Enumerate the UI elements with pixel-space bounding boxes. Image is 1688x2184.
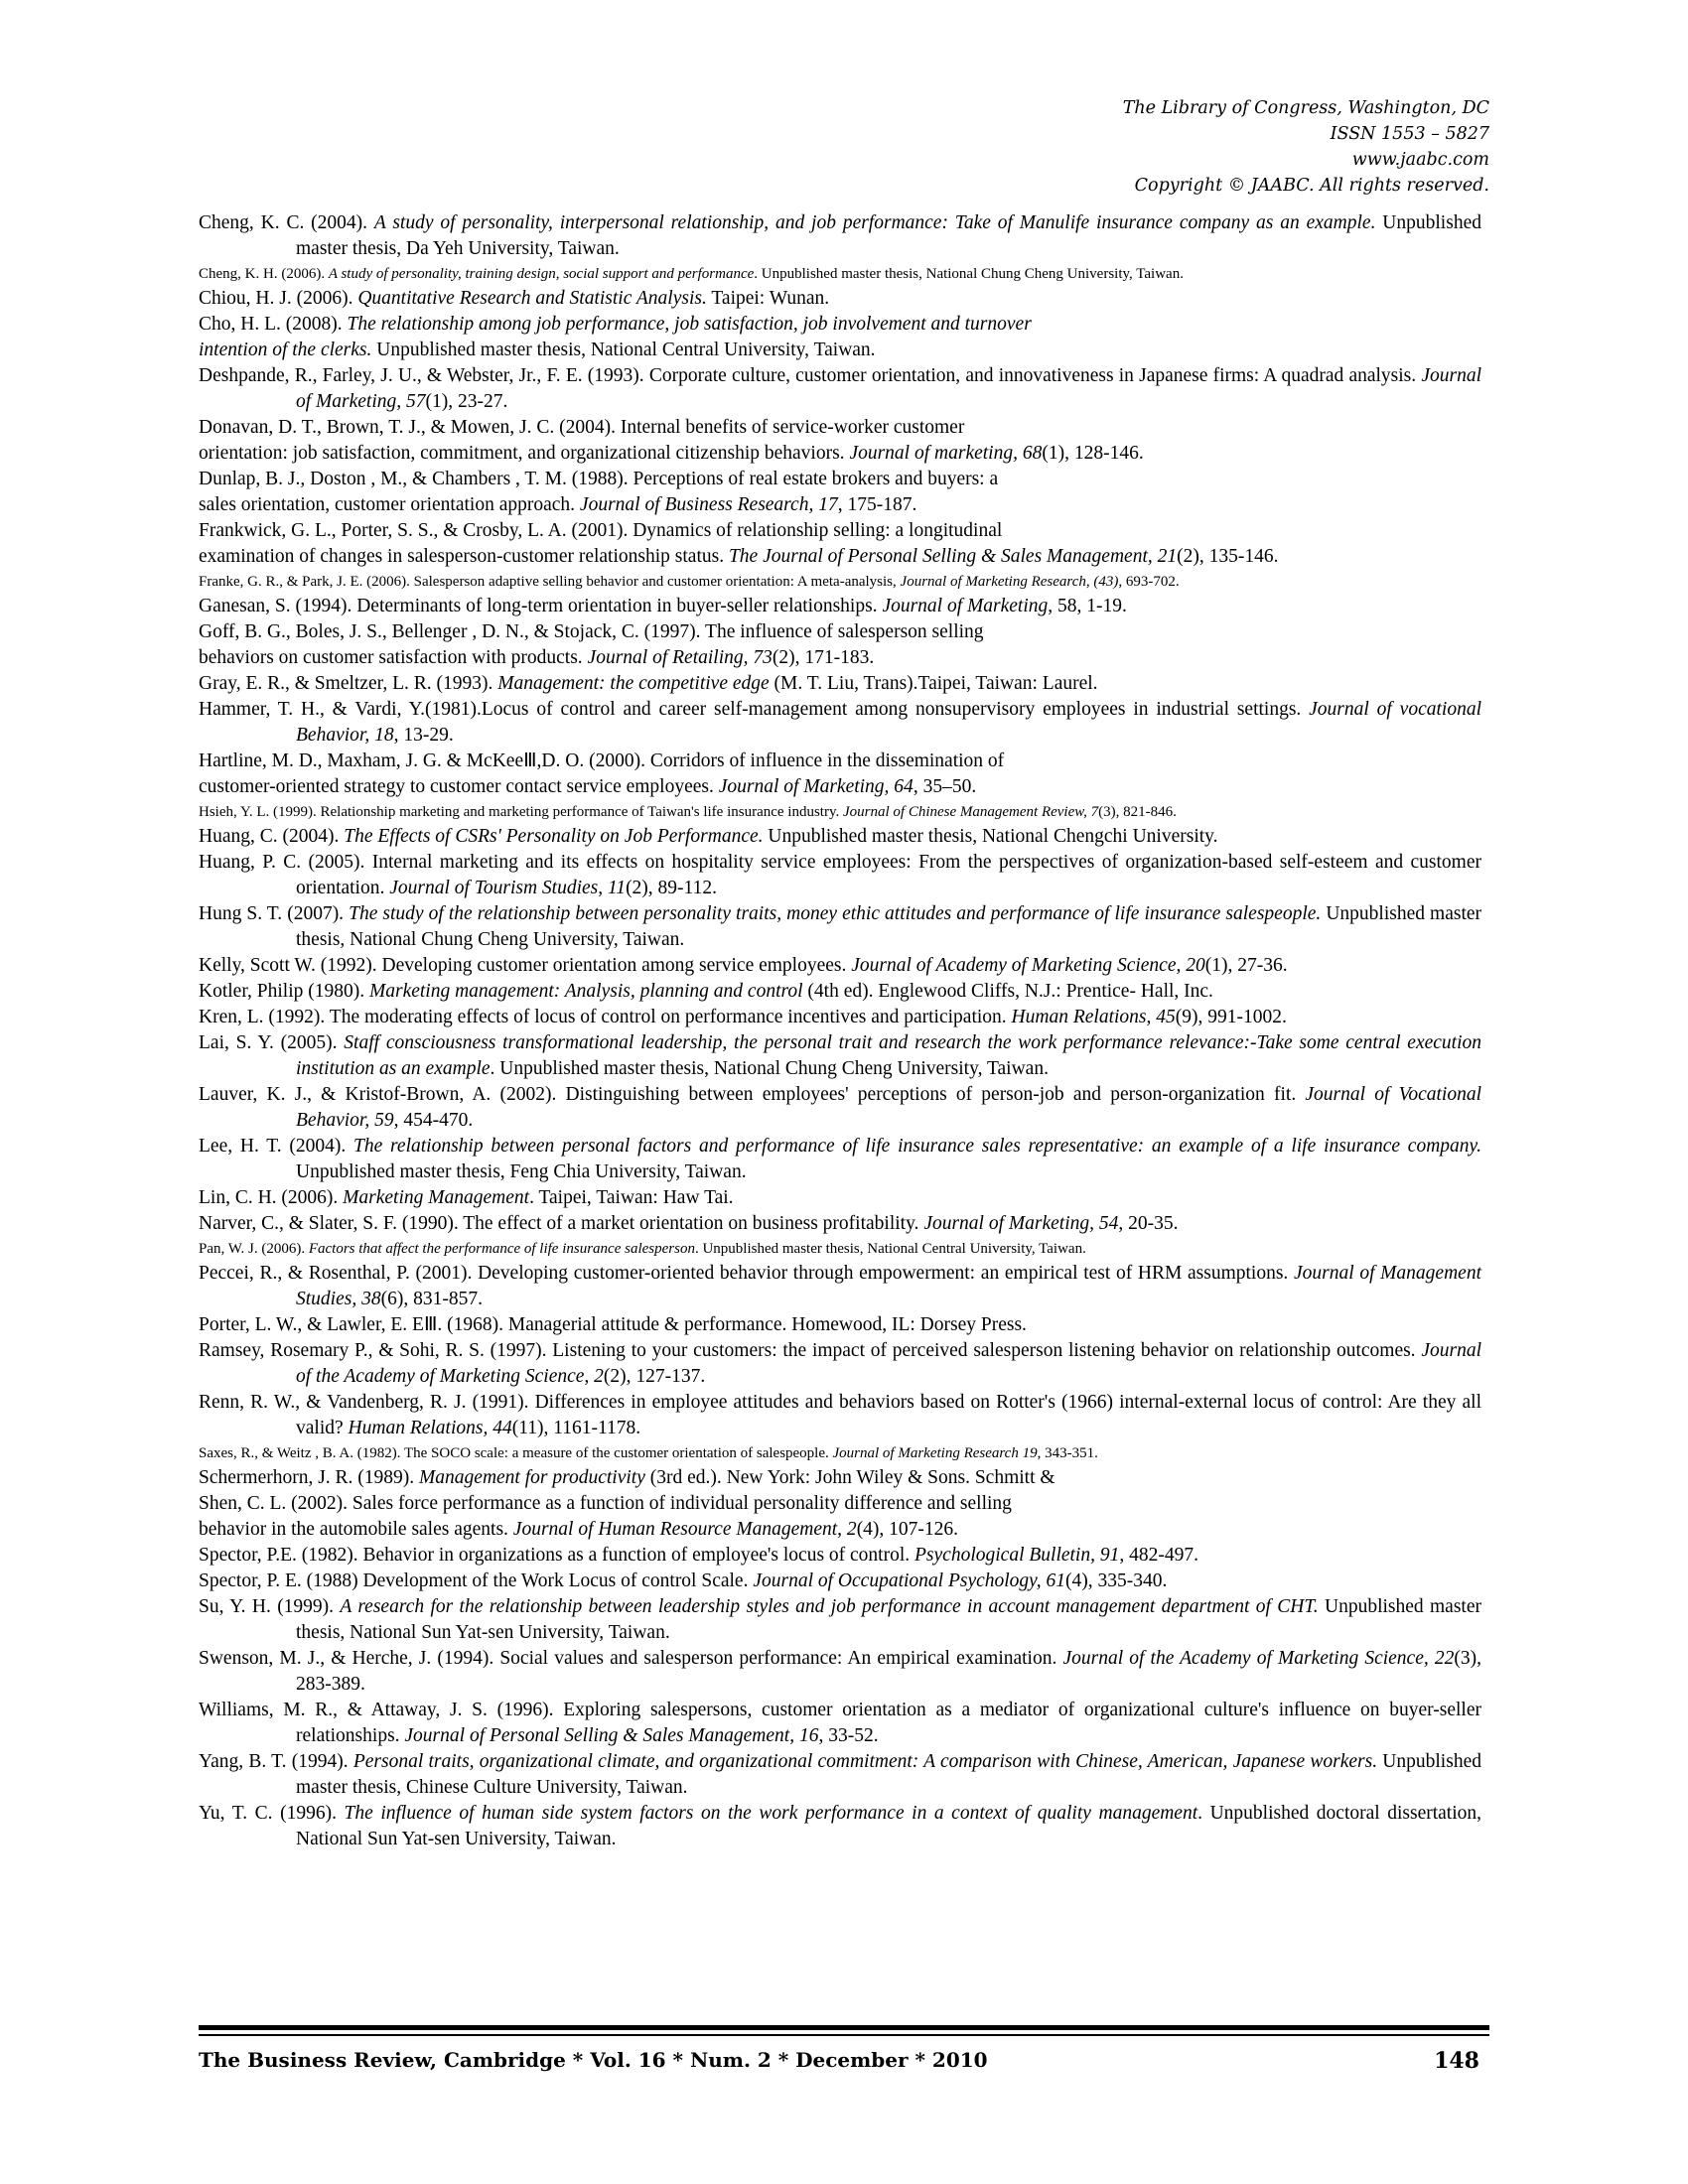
reference-text: Cho, H. L. (2008). (199, 314, 348, 335)
reference-title-italic: A study of personality, training design, social support and performance (328, 266, 755, 282)
reference-title-italic: intention of the clerks. (199, 340, 372, 360)
reference-details: (11), 1161-1178. (511, 1418, 641, 1438)
reference-text: Yang, B. T. (1994). (199, 1751, 353, 1772)
reference-entry (199, 1237, 1481, 1261)
reference-details: , 13-29. (393, 725, 454, 746)
reference-text: Dunlap, B. J., Doston , M., & Chambers , T. M. (1988). Perceptions of real estate brokers and buyers: a (199, 469, 999, 489)
reference-text: Pan, W. J. (2006). (199, 1241, 309, 1257)
reference-title-italic: Human Relations, 45 (1011, 1007, 1176, 1027)
reference-details: Unpublished master thesis, Da Yeh University, Taiwan. (296, 212, 1481, 259)
reference-details: , 33-52. (818, 1725, 879, 1746)
reference-entry (199, 1211, 1481, 1237)
reference-entry (199, 518, 1481, 544)
reference-text: Ganesan, S. (1994). Determinants of long-term orientation in buyer-seller relationships. (199, 596, 883, 616)
reference-title-italic: The influence of human side system factors on the work performance in a context of quality management (344, 1803, 1198, 1824)
reference-text: behavior in the automobile sales agents. (199, 1519, 513, 1540)
reference-entry (199, 1569, 1481, 1594)
reference-entry (199, 210, 1481, 262)
reference-entry (199, 1005, 1481, 1030)
reference-title-italic: The relationship among job performance, job satisfaction, job involvement and turnover (347, 314, 1032, 335)
reference-entry (199, 492, 1481, 518)
reference-text: Renn, R. W., & Vandenberg, R. J. (1991). Differences in employee attitudes and behaviors based on Rotter's (1966) internal-external locus of control: Are they all valid? (199, 1392, 1481, 1438)
reference-title-italic: Journal of Human Resource Management, 2 (512, 1519, 857, 1540)
reference-details: Taipei: Wunan. (706, 288, 830, 309)
reference-text: Shen, C. L. (2002). Sales force performance as a function of individual personality difference and selling (199, 1493, 1012, 1514)
reference-text: Lin, C. H. (2006). (199, 1187, 344, 1208)
reference-title-italic: Journal of the Academy of Marketing Science, 2 (296, 1340, 1481, 1387)
reference-title-italic: Journal of Marketing Research 19 (832, 1445, 1038, 1461)
reference-details: (4), 335-340. (1065, 1570, 1168, 1591)
reference-entry (199, 850, 1481, 901)
reference-details: (3), 821-846. (1098, 804, 1177, 820)
reference-title-italic: Journal of the Academy of Marketing Science, 22 (1062, 1648, 1455, 1669)
page-number: 148 (1434, 2048, 1479, 2074)
reference-details: (2), 171-183. (772, 647, 875, 668)
reference-title-italic: Management for productivity (419, 1467, 645, 1488)
reference-entry (199, 1698, 1481, 1749)
reference-title-italic: Journal of Business Research, 17 (579, 494, 838, 515)
reference-text: Yu, T. C. (1996). (199, 1803, 345, 1824)
reference-entry (199, 1312, 1481, 1338)
reference-title-italic: A research for the relationship between leadership styles and job performance in account management department of CHT. (340, 1596, 1319, 1617)
reference-entry (199, 312, 1481, 338)
reference-title-italic: Journal of Management Studies, 38 (296, 1263, 1481, 1309)
reference-details: , 454-470. (393, 1110, 474, 1131)
reference-title-italic: The study of the relationship between personality traits, money ethic attitudes and performance of life insurance salespeople. (349, 903, 1322, 924)
reference-entry (199, 467, 1481, 492)
reference-entry (199, 415, 1481, 441)
reference-entry (199, 1749, 1481, 1801)
reference-title-italic: The relationship between personal factors and performance of life insurance sales representative: an example of a life insurance company. (353, 1136, 1481, 1157)
page-header (1123, 95, 1489, 199)
reference-title-italic: Journal of Marketing, 54 (923, 1213, 1119, 1234)
reference-entry (199, 697, 1481, 749)
reference-text: Peccei, R., & Rosenthal, P. (2001). Developing customer-oriented behavior through empowerment: an empirical test of HRM assumptions. (199, 1263, 1294, 1284)
reference-entry (199, 1082, 1481, 1134)
reference-details: (2), 135-146. (1177, 546, 1279, 567)
reference-details: (6), 831-857. (380, 1289, 483, 1309)
reference-title-italic: Journal of Marketing, 64 (718, 776, 914, 797)
reference-details: , 693-702. (1118, 574, 1180, 590)
reference-details: (2), 89-112. (626, 878, 717, 898)
reference-text: Donavan, D. T., Brown, T. J., & Mowen, J. C. (2004). Internal benefits of service-worker customer (199, 417, 965, 438)
reference-text: Swenson, M. J., & Herche, J. (1994). Social values and salesperson performance: An empirical examination. (199, 1648, 1063, 1669)
reference-entry (199, 262, 1481, 286)
reference-details: . Unpublished master thesis, National Chung Cheng University, Taiwan. (754, 266, 1184, 282)
reference-entry (199, 749, 1481, 774)
reference-text: Spector, P.E. (1982). Behavior in organizations as a function of employee's locus of control. (199, 1545, 915, 1566)
footer-rule-thick (199, 2025, 1489, 2030)
reference-text: Goff, B. G., Boles, J. S., Bellenger , D. N., & Stojack, C. (1997). The influence of salesperson selling (199, 621, 984, 642)
reference-entry (199, 1801, 1481, 1852)
reference-entry (199, 1185, 1481, 1211)
reference-details: Unpublished master thesis, Feng Chia University, Taiwan. (296, 1161, 747, 1182)
reference-text: Chiou, H. J. (2006). (199, 288, 358, 309)
reference-entry (199, 800, 1481, 824)
reference-title-italic: Journal of Marketing, 57 (296, 365, 1481, 412)
reference-text: Cheng, K. C. (2004). (199, 212, 374, 233)
reference-details: (1), 27-36. (1204, 955, 1288, 976)
reference-title-italic: Marketing Management (343, 1187, 530, 1208)
reference-text: Lauver, K. J., & Kristof-Brown, A. (2002). Distinguishing between employees' perceptions of person-job and person-organization fit. (199, 1084, 1306, 1105)
reference-details: . Unpublished doctoral dissertation, National Sun Yat-sen University, Taiwan. (296, 1803, 1482, 1849)
reference-text: Su, Y. H. (1999). (199, 1596, 341, 1617)
reference-entry (199, 1261, 1481, 1312)
reference-details: Unpublished master thesis, National Chengchi University. (763, 826, 1218, 847)
reference-entry (199, 619, 1481, 645)
reference-entry (199, 774, 1481, 800)
reference-details: , 343-351. (1037, 1445, 1098, 1461)
reference-details: Unpublished master thesis, National Chung Cheng University, Taiwan. (296, 903, 1482, 950)
header-copyright-line: Copyright © JAABC. All rights reserved. (1134, 176, 1489, 196)
reference-text: Lai, S. Y. (2005). (199, 1032, 345, 1053)
reference-details: (4th ed). Englewood Cliffs, N.J.: Prentice- Hall, Inc. (802, 981, 1213, 1002)
reference-text: Schermerhorn, J. R. (1989). (199, 1467, 420, 1488)
reference-text: Ramsey, Rosemary P., & Sohi, R. S. (1997). Listening to your customers: the impact of perceived salesperson listening behavior on relationship outcomes. (199, 1340, 1422, 1361)
header-website-line: www.jaabc.com (1351, 150, 1489, 170)
reference-entry (199, 1491, 1481, 1517)
reference-text: Kren, L. (1992). The moderating effects of locus of control on performance incentives and participation. (199, 1007, 1012, 1027)
reference-title-italic: Journal of Occupational Psychology, 61 (753, 1570, 1066, 1591)
reference-entry (199, 338, 1481, 363)
header-library-line: The Library of Congress, Washington, DC (1122, 98, 1489, 118)
reference-title-italic: Journal of Retailing, 73 (587, 647, 773, 668)
reference-entry (199, 441, 1481, 467)
reference-title-italic: Journal of marketing, 68 (849, 443, 1043, 464)
reference-text: Hung S. T. (2007). (199, 903, 350, 924)
reference-entry (199, 1390, 1481, 1441)
reference-details: (3rd ed.). New York: John Wiley & Sons. Schmitt & (644, 1467, 1055, 1488)
reference-title-italic: Personal traits, organizational climate, and organizational commitment: A comparison with Chinese, American, Japanese workers. (352, 1751, 1378, 1772)
reference-title-italic: Staff consciousness transformational leadership, the personal trait and research the work performance relevance:-Take some central execution institution as an example (296, 1032, 1481, 1079)
reference-entry (199, 1543, 1481, 1569)
reference-title-italic: The Effects of CSRs' Personality on Job Performance. (344, 826, 764, 847)
reference-entry (199, 671, 1481, 697)
reference-text: Williams, M. R., & Attaway, J. S. (1996). Exploring salespersons, customer orientation as a mediator of organizational culture's influence on buyer-seller relationships. (199, 1700, 1481, 1746)
reference-text: Hsieh, Y. L. (1999). Relationship marketing and marketing performance of Taiwan's life insurance industry. (199, 804, 843, 820)
reference-details: , 175-187. (837, 494, 917, 515)
reference-title-italic: Journal of Tourism Studies, 11 (389, 878, 627, 898)
reference-details: (M. T. Liu, Trans).Taipei, Taiwan: Laurel. (769, 673, 1098, 694)
reference-title-italic: Quantitative Research and Statistic Analysis. (357, 288, 707, 309)
reference-entry (199, 286, 1481, 312)
reference-list (199, 210, 1481, 1852)
reference-title-italic: A study of personality, interpersonal relationship, and job performance: Take of Manulife insurance company as an example. (373, 212, 1376, 233)
reference-text: Narver, C., & Slater, S. F. (1990). The effect of a market orientation on business profitability. (199, 1213, 924, 1234)
reference-title-italic: Journal of Academy of Marketing Science, 20 (851, 955, 1205, 976)
reference-title-italic: The Journal of Personal Selling & Sales Management, 21 (728, 546, 1178, 567)
reference-details: . Unpublished master thesis, National Chung Cheng University, Taiwan. (490, 1058, 1049, 1079)
reference-entry (199, 1134, 1481, 1185)
reference-text: Porter, L. W., & Lawler, E. EⅢ. (1968). Managerial attitude & performance. Homewood, IL: Dorsey Press. (199, 1314, 1027, 1335)
reference-text: Hammer, T. H., & Vardi, Y.(1981).Locus of control and career self-management among nonsupervisory employees in industrial settings. (199, 699, 1310, 720)
reference-entry (199, 824, 1481, 850)
reference-entry (199, 1517, 1481, 1543)
reference-title-italic: Journal of Chinese Management Review, 7 (842, 804, 1099, 820)
reference-entry (199, 1338, 1481, 1390)
reference-details: , 58, 1-19. (1048, 596, 1127, 616)
reference-title-italic: Journal of Vocational Behavior, 59 (296, 1084, 1481, 1131)
reference-text: orientation: job satisfaction, commitment, and organizational citizenship behaviors. (199, 443, 850, 464)
reference-details: (9), 991-1002. (1175, 1007, 1287, 1027)
reference-text: Saxes, R., & Weitz , B. A. (1982). The SOCO scale: a measure of the customer orientation of salespeople. (199, 1445, 833, 1461)
reference-entry (199, 1441, 1481, 1465)
reference-entry (199, 544, 1481, 570)
reference-details: Unpublished master thesis, National Central University, Taiwan. (371, 340, 876, 360)
reference-text: Kelly, Scott W. (1992). Developing customer orientation among service employees. (199, 955, 852, 976)
reference-text: Hartline, M. D., Maxham, J. G. & McKeeⅢ,D. O. (2000). Corridors of influence in the dissemination of (199, 751, 1005, 771)
reference-entry (199, 1594, 1481, 1646)
reference-details: (1), 128-146. (1042, 443, 1144, 464)
reference-entry (199, 570, 1481, 594)
reference-details: , 20-35. (1118, 1213, 1179, 1234)
reference-details: Unpublished master thesis, National Sun Yat-sen University, Taiwan. (296, 1596, 1481, 1643)
reference-text: behaviors on customer satisfaction with products. (199, 647, 588, 668)
reference-entry (199, 953, 1481, 979)
reference-title-italic: Journal of Personal Selling & Sales Management, 16 (404, 1725, 819, 1746)
reference-title-italic: Journal of Marketing Research, (43) (900, 574, 1119, 590)
reference-title-italic: Human Relations, 44 (348, 1418, 512, 1438)
reference-text: examination of changes in salesperson-customer relationship status. (199, 546, 729, 567)
reference-details: . Unpublished master thesis, National Central University, Taiwan. (694, 1241, 1086, 1257)
reference-details: , 482-497. (1119, 1545, 1198, 1566)
header-issn-line: ISSN 1553 – 5827 (1330, 124, 1489, 144)
reference-entry (199, 979, 1481, 1005)
reference-details: (1), 23-27. (425, 391, 508, 412)
reference-entry (199, 1465, 1481, 1491)
reference-text: Frankwick, G. L., Porter, S. S., & Crosby, L. A. (2001). Dynamics of relationship selling: a longitudinal (199, 520, 1003, 541)
reference-text: Franke, G. R., & Park, J. E. (2006). Salesperson adaptive selling behavior and customer orientation: A meta-analysis, (199, 574, 901, 590)
footer-rule-thin (199, 2034, 1489, 2036)
reference-details: (4), 107-126. (856, 1519, 959, 1540)
reference-entry (199, 363, 1481, 415)
reference-text: sales orientation, customer orientation approach. (199, 494, 580, 515)
reference-title-italic: Marketing management: Analysis, planning and control (369, 981, 803, 1002)
reference-text: Huang, C. (2004). (199, 826, 345, 847)
reference-title-italic: Factors that affect the performance of life insurance salesperson (308, 1241, 695, 1257)
reference-title-italic: Management: the competitive edge (497, 673, 770, 694)
reference-entry (199, 901, 1481, 953)
reference-details: Unpublished master thesis, Chinese Culture University, Taiwan. (296, 1751, 1481, 1798)
reference-details: , 35–50. (913, 776, 977, 797)
reference-text: Huang, P. C. (2005). Internal marketing and its effects on hospitality service employees: From the perspectives of organization-based self-esteem and customer orientation. (199, 852, 1481, 898)
reference-text: Deshpande, R., Farley, J. U., & Webster, Jr., F. E. (1993). Corporate culture, customer orientation, and innovativeness in Japanese firms: A quadrad analysis. (199, 365, 1422, 386)
reference-entry (199, 1646, 1481, 1698)
footer-journal-info: The Business Review, Cambridge * Vol. 16 * Num. 2 * December * 2010 (199, 2048, 988, 2072)
reference-text: Spector, P. E. (1988) Development of the Work Locus of control Scale. (199, 1570, 754, 1591)
reference-entry (199, 645, 1481, 671)
reference-text: Gray, E. R., & Smeltzer, L. R. (1993). (199, 673, 498, 694)
reference-title-italic: Journal of vocational Behavior, 18 (296, 699, 1481, 746)
reference-text: Kotler, Philip (1980). (199, 981, 369, 1002)
reference-text: Lee, H. T. (2004). (199, 1136, 354, 1157)
reference-details: . Taipei, Taiwan: Haw Tai. (529, 1187, 734, 1208)
reference-details: (3), 283-389. (296, 1648, 1481, 1695)
reference-entry (199, 594, 1481, 619)
reference-text: Cheng, K. H. (2006). (199, 266, 329, 282)
reference-details: (2), 127-137. (603, 1366, 706, 1387)
reference-title-italic: Journal of Marketing (882, 596, 1049, 616)
reference-title-italic: Psychological Bulletin, 91 (914, 1545, 1120, 1566)
reference-entry (199, 1030, 1481, 1082)
reference-text: customer-oriented strategy to customer contact service employees. (199, 776, 719, 797)
